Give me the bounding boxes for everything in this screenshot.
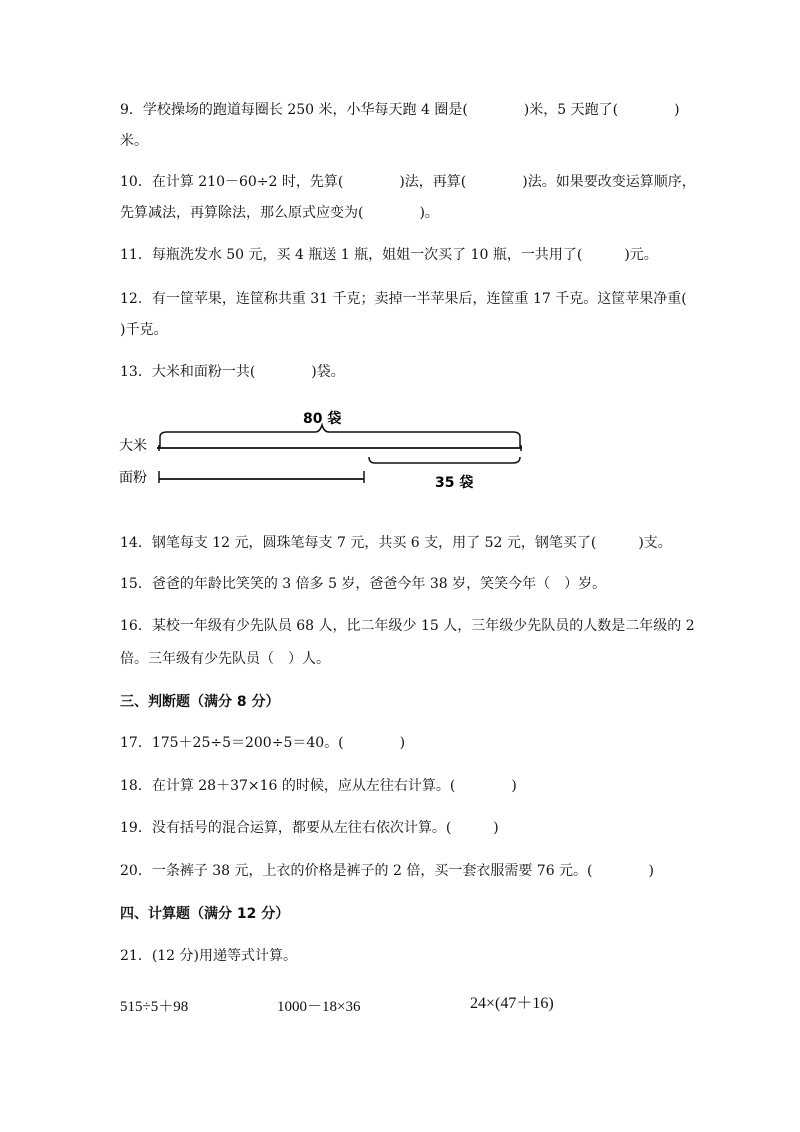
bar-diagram	[115, 405, 535, 495]
expr-2: 1000－18×36	[277, 999, 361, 1015]
total-label: 80 袋	[303, 411, 342, 427]
q10-line2: 先算减法，再算除法，那么原式应变为( )。	[120, 205, 439, 221]
q10-line1: 10．在计算 210－60÷2 时，先算( )法，再算( )法。如果要改变运算顺序，	[120, 174, 696, 190]
section3-title: 三、判断题（满分 8 分）	[120, 694, 280, 710]
q15-line1: 15．爸爸的年龄比笑笑的 3 倍多 5 岁，爸爸今年 38 岁，笑笑今年（ ）岁。	[120, 576, 607, 592]
section4-title: 四、计算题（满分 12 分）	[120, 906, 290, 922]
q9-line2: 米。	[120, 133, 148, 149]
q20-line1: 20．一条裤子 38 元，上衣的价格是裤子的 2 倍，买一套衣服需要 76 元。( )	[120, 863, 654, 879]
rice-label: 大米	[119, 438, 147, 454]
q16-line1: 16．某校一年级有少先队员 68 人，比二年级少 15 人，三年级少先队员的人数是二年级的 2	[120, 618, 695, 634]
q11-line1: 11．每瓶洗发水 50 元，买 4 瓶送 1 瓶，姐姐一次买了 10 瓶，一共用了( )元。	[120, 247, 658, 263]
q13-line1: 13．大米和面粉一共( )袋。	[120, 364, 345, 380]
q14-line1: 14．钢笔每支 12 元，圆珠笔每支 7 元，共买 6 支，用了 52 元，钢笔买了( )支。	[120, 535, 672, 551]
diff-brace	[369, 457, 520, 463]
q18-line1: 18．在计算 28＋37×16 的时候，应从左往右计算。( )	[120, 778, 517, 794]
q12-line1: 12．有一筐苹果，连筐称共重 31 千克；卖掉一半苹果后，连筐重 17 千克。这筐苹果净重(	[120, 291, 687, 307]
q17-line1: 17．175＋25÷5＝200÷5＝40。( )	[120, 735, 406, 751]
total-brace	[160, 425, 520, 448]
q21-line1: 21．(12 分)用递等式计算。	[120, 948, 298, 964]
diff-label: 35 袋	[435, 475, 474, 491]
q9-line1: 9．学校操场的跑道每圈长 250 米，小华每天跑 4 圈是( )米，5 天跑了( )	[120, 102, 680, 118]
flour-label: 面粉	[119, 470, 147, 486]
q12-line2: )千克。	[120, 322, 168, 338]
q16-line2: 倍。三年级有少先队员（ ）人。	[120, 651, 330, 667]
expr-1: 515÷5＋98	[120, 999, 189, 1015]
q19-line1: 19．没有括号的混合运算，都要从左往右依次计算。( )	[120, 820, 499, 836]
expr-3: 24×(47＋16)	[470, 995, 554, 1012]
